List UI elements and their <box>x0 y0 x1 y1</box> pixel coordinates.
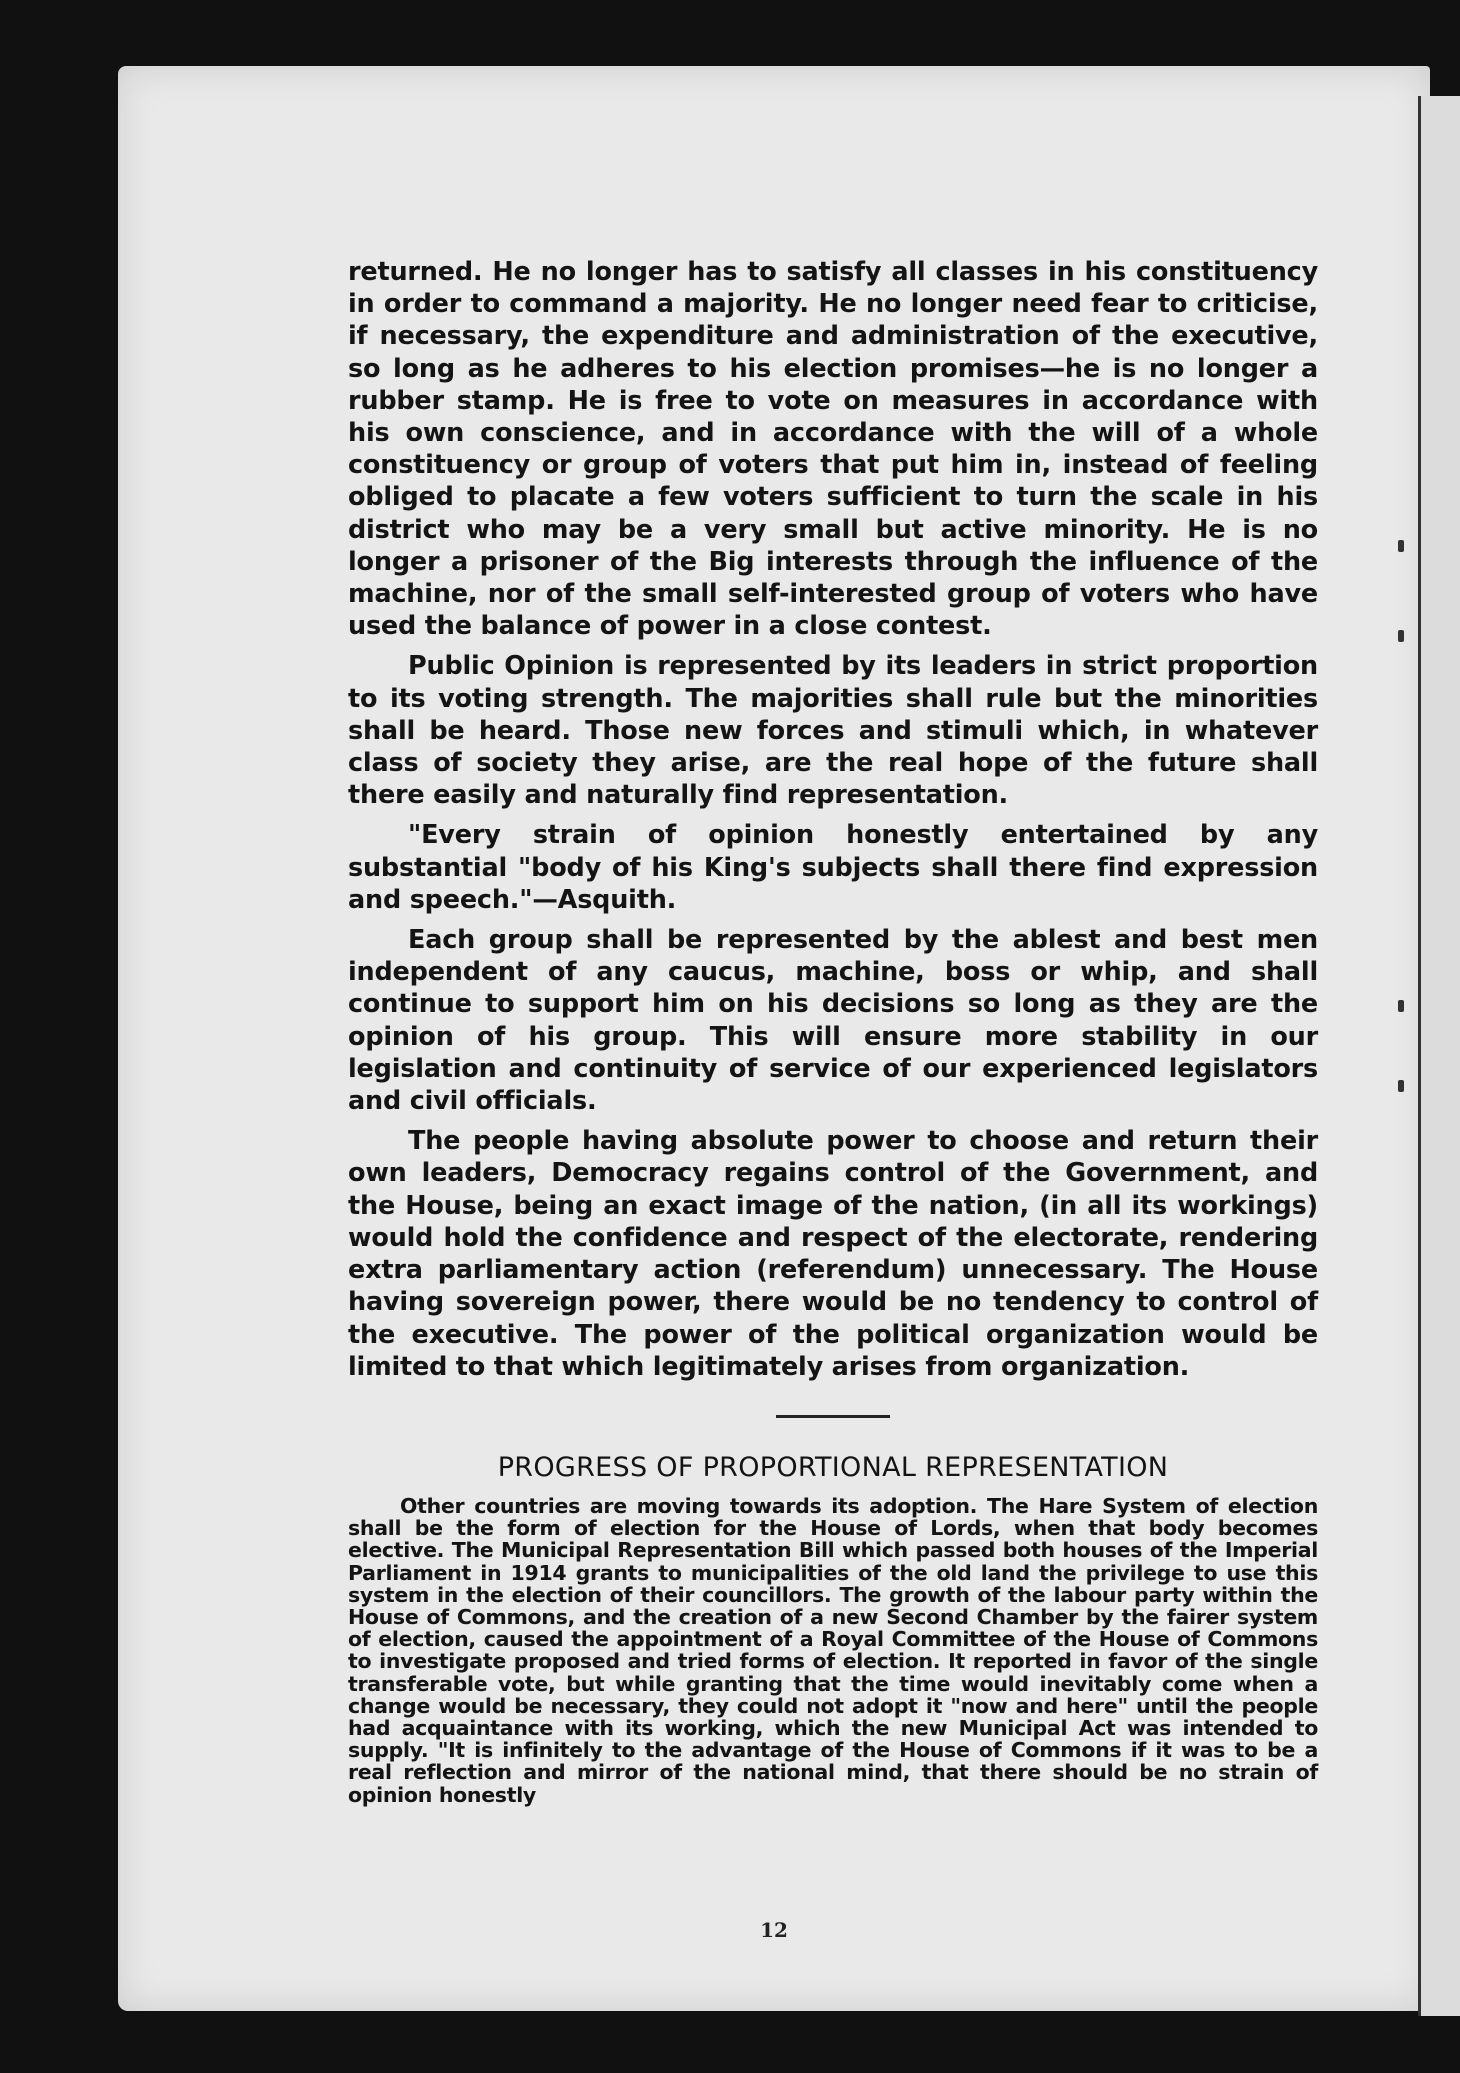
small-paragraph: Other countries are moving towards its adoption. The Hare System of election shall be the form of election for the House of Lords, when that body becomes elective. The Municipal Representation Bill which passed both houses of the Imperial Parliament in 1914 grants to municipalities of the old land the privilege to use this system in the election of their councillors. The growth of the labour party within the House of Commons, and the creation of a new Second Chamber by the fairer system of election, caused the appointment of a Royal Committee of the House of Commons to investigate proposed and tried forms of election. It reported in favor of the single transferable vote, but while granting that the time would inevitably come when a change would be necessary, they could not adopt it "now and here" until the people had acquaintance with its working, which the new Municipal Act was intended to supply. "It is infinitely to the advantage of the House of Commons if it was to be a real reflection and mirror of the national mind, that there should be no strain of opinion honestly <box>348 1493 1318 1807</box>
paragraph-4: Each group shall be represented by the ablest and best men independent of any caucus, machine, boss or whip, and shall continue to support him on his decisions so long as they are the opinion of his group. This will ensure more stability in our legislation and continuity of service of our experienced legislators and civil officials. <box>348 925 1318 1117</box>
adjacent-page-edge <box>1418 96 1460 2016</box>
section-divider <box>776 1415 890 1418</box>
text-block <box>348 256 1318 1806</box>
page-edge-mark <box>1398 1000 1404 1012</box>
quotation-paragraph: "Every strain of opinion honestly entertained by any substantial "body of his King's subjects shall there find expression and speech."—Asquith. <box>348 820 1318 915</box>
page-edge-mark <box>1398 630 1404 642</box>
paragraph-5: The people having absolute power to choose and return their own leaders, Democracy regains control of the Government, and the House, being an exact image of the nation, (in all its workings) would hold the confidence and respect of the electorate, rendering extra parliamentary action (referendum) unnecessary. The House having sovereign power, there would be no tendency to control of the executive. The power of the political organization would be limited to that which legitimately arises from organization. <box>348 1126 1318 1382</box>
page-edge-mark <box>1398 540 1404 552</box>
section-heading: PROGRESS OF PROPORTIONAL REPRESENTATION <box>497 1451 1169 1483</box>
document-page <box>118 66 1430 2011</box>
paragraph-1: returned. He no longer has to satisfy all classes in his constituency in order to command a majority. He no longer need fear to criticise, if necessary, the expenditure and administration of the executive, so long as he adheres to his election promises—he is no longer a rubber stamp. He is free to vote on measures in accordance with his own conscience, and in accordance with the will of a whole constituency or group of voters that put him in, instead of feeling obliged to placate a few voters sufficient to turn the scale in his district who may be a very small but active minority. He is no longer a prisoner of the Big interests through the influence of the machine, nor of the small self-interested group of voters who have used the balance of power in a close contest. <box>348 257 1318 642</box>
page-number: 12 <box>760 1918 788 1942</box>
paragraph-2: Public Opinion is represented by its leaders in strict proportion to its voting strength. The majorities shall rule but the minorities shall be heard. Those new forces and stimuli which, in whatever class of society they arise, are the real hope of the future shall there easily and naturally find representation. <box>348 651 1318 811</box>
page-edge-mark <box>1398 1080 1404 1092</box>
